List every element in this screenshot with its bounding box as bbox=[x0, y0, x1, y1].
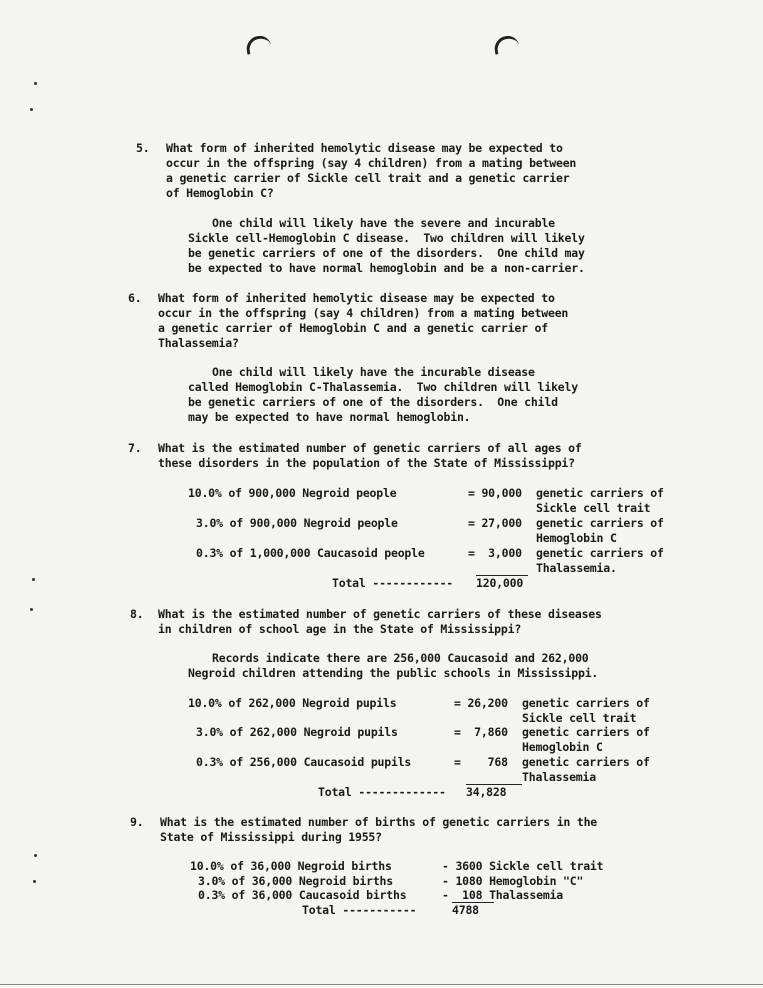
calc-row-right: - 108 Thalassemia bbox=[442, 888, 564, 902]
note-text-line: Negroid children attending the public schools in Mississippi. bbox=[188, 666, 599, 680]
calc-row-desc: genetic carriers of bbox=[536, 516, 664, 530]
calc-row-left: 3.0% of 900,000 Negroid people bbox=[196, 516, 398, 530]
question-text-line: occur in the offspring (say 4 children) from a mating between bbox=[158, 306, 569, 320]
question-number: 7. bbox=[128, 441, 142, 455]
calc-row-equals: = 27,000 bbox=[468, 516, 522, 530]
question-text-line: State of Mississippi during 1955? bbox=[160, 830, 382, 844]
page-bottom-edge bbox=[0, 984, 763, 985]
note-text-line: Records indicate there are 256,000 Caucasoid and 262,000 bbox=[212, 651, 589, 665]
margin-speck bbox=[32, 578, 35, 581]
question-text-line: What is the estimated number of genetic carriers of all ages of bbox=[158, 441, 582, 455]
calc-row-left: 0.3% of 36,000 Caucasoid births bbox=[198, 888, 407, 902]
calc-row-equals: = 768 bbox=[454, 755, 508, 769]
calc-row-desc: Sickle cell trait bbox=[522, 711, 637, 725]
binder-hole-mark-left bbox=[245, 34, 272, 54]
margin-speck bbox=[34, 854, 37, 857]
answer-text-line: One child will likely have the severe and incurable bbox=[212, 216, 555, 230]
answer-text-line: be genetic carriers of one of the disorders. One child may bbox=[188, 246, 585, 260]
total-value: 120,000 bbox=[476, 576, 524, 590]
calc-row-desc: Sickle cell trait bbox=[536, 501, 651, 515]
calc-row-equals: = 3,000 bbox=[468, 546, 522, 560]
calc-row-desc: genetic carriers of bbox=[536, 546, 664, 560]
total-label: Total ------------- bbox=[318, 785, 446, 799]
question-number: 6. bbox=[128, 291, 142, 305]
question-number: 8. bbox=[130, 607, 144, 621]
margin-speck bbox=[33, 880, 36, 883]
calc-row-left: 3.0% of 262,000 Negroid pupils bbox=[196, 725, 398, 739]
answer-text-line: Sickle cell-Hemoglobin C disease. Two children will likely bbox=[188, 231, 585, 245]
calc-row-equals: = 90,000 bbox=[468, 486, 522, 500]
binder-hole-mark-right bbox=[493, 34, 520, 54]
margin-speck bbox=[30, 608, 33, 611]
calc-row-left: 10.0% of 36,000 Negroid births bbox=[190, 859, 392, 873]
question-text-line: occur in the offspring (say 4 children) from a mating between bbox=[166, 156, 577, 170]
calc-row-desc: genetic carriers of bbox=[536, 486, 664, 500]
answer-text-line: be genetic carriers of one of the disorders. One child bbox=[188, 395, 558, 409]
question-number: 5. bbox=[136, 141, 150, 155]
calc-row-equals: = 26,200 bbox=[454, 696, 508, 710]
calc-row-desc: Hemoglobin C bbox=[522, 740, 603, 754]
question-text-line: a genetic carrier of Hemoglobin C and a genetic carrier of bbox=[158, 321, 548, 335]
question-text-line: What is the estimated number of births of genetic carriers in the bbox=[160, 815, 598, 829]
calc-row-desc: genetic carriers of bbox=[522, 755, 650, 769]
calc-row-desc: genetic carriers of bbox=[522, 725, 650, 739]
answer-text-line: may be expected to have normal hemoglobin. bbox=[188, 410, 471, 424]
question-text-line: What form of inherited hemolytic disease may be expected to bbox=[158, 291, 555, 305]
question-text-line: Thalassemia? bbox=[158, 336, 239, 350]
calc-row-right: - 3600 Sickle cell trait bbox=[442, 859, 604, 873]
question-text-line: these disorders in the population of the State of Mississippi? bbox=[158, 456, 575, 470]
calc-row-right: - 1080 Hemoglobin "C" bbox=[442, 874, 584, 888]
question-text-line: a genetic carrier of Sickle cell trait and a genetic carrier bbox=[166, 171, 570, 185]
total-value: 4788 bbox=[452, 903, 479, 917]
calc-row-desc: Thalassemia bbox=[522, 770, 596, 784]
question-text-line: What form of inherited hemolytic disease may be expected to bbox=[166, 141, 563, 155]
calc-row-left: 0.3% of 256,000 Caucasoid pupils bbox=[196, 755, 412, 769]
question-text-line: of Hemoglobin C? bbox=[166, 186, 274, 200]
calc-row-equals: = 7,860 bbox=[454, 725, 508, 739]
margin-speck bbox=[34, 82, 37, 85]
calc-row-desc: genetic carriers of bbox=[522, 696, 650, 710]
calc-row-desc: Hemoglobin C bbox=[536, 531, 617, 545]
question-text-line: What is the estimated number of genetic carriers of these diseases bbox=[158, 607, 602, 621]
answer-text-line: be expected to have normal hemoglobin and be a non-carrier. bbox=[188, 261, 585, 275]
calc-row-left: 3.0% of 36,000 Negroid births bbox=[198, 874, 393, 888]
answer-text-line: One child will likely have the incurable disease bbox=[212, 365, 535, 379]
question-number: 9. bbox=[130, 815, 144, 829]
total-value: 34,828 bbox=[466, 785, 507, 799]
total-label: Total ----------- bbox=[302, 903, 417, 917]
calc-row-desc: Thalassemia. bbox=[536, 561, 617, 575]
calc-row-left: 10.0% of 900,000 Negroid people bbox=[188, 486, 397, 500]
calc-row-left: 0.3% of 1,000,000 Caucasoid people bbox=[196, 546, 425, 560]
calc-row-left: 10.0% of 262,000 Negroid pupils bbox=[188, 696, 397, 710]
margin-speck bbox=[30, 108, 33, 111]
question-text-line: in children of school age in the State of Mississippi? bbox=[158, 622, 522, 636]
answer-text-line: called Hemoglobin C-Thalassemia. Two children will likely bbox=[188, 380, 578, 394]
total-label: Total ------------ bbox=[332, 576, 454, 590]
